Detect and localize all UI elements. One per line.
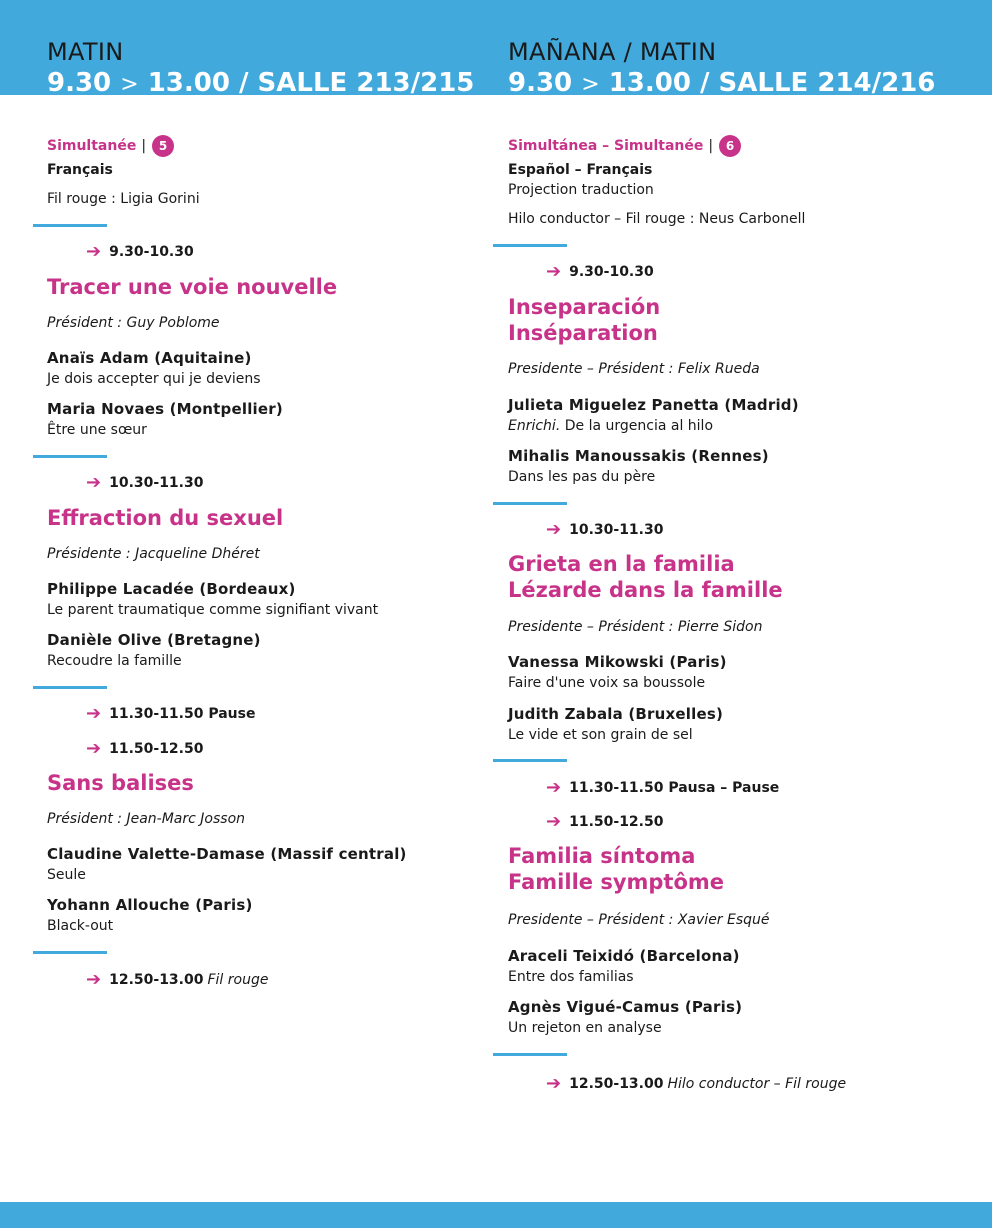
left-mode-label: Simultanée: [47, 138, 137, 154]
divider: [493, 759, 567, 762]
talk-title: Dans les pas du père: [508, 469, 656, 485]
talk-title: Black-out: [47, 918, 114, 934]
left-session-2-title: Effraction du sexuel: [47, 506, 284, 530]
right-session-3-title-fr: Famille symptôme: [508, 870, 725, 894]
left-header: [47, 37, 474, 101]
right-session-2-title-es: Grieta en la familia: [508, 552, 735, 576]
right-slot-3: ➔ 11.50-12.50: [546, 811, 664, 832]
left-slot-2: ➔ 10.30-11.30: [86, 472, 204, 493]
speaker-name: Mihalis Manoussakis (Rennes): [508, 447, 769, 465]
left-room-badge: 5: [152, 135, 174, 157]
arrow-right-icon: ➔: [546, 261, 562, 282]
left-header-time-room: 9.30 > 13.00 / SALLE 213/215: [47, 68, 475, 98]
speaker-name: Agnès Vigué-Camus (Paris): [508, 998, 743, 1016]
right-session-2-chair: Presidente – Président : Pierre Sidon: [508, 619, 763, 635]
speaker-name: Maria Novaes (Montpellier): [47, 400, 283, 418]
divider: [33, 455, 107, 458]
right-session-3-title-es: Familia síntoma: [508, 844, 696, 868]
left-slot-1: ➔ 9.30-10.30: [86, 241, 194, 262]
left-language: Français: [47, 162, 113, 178]
divider: [493, 1053, 567, 1056]
speaker-name: Danièle Olive (Bretagne): [47, 631, 261, 649]
talk-title: Un rejeton en analyse: [508, 1020, 662, 1036]
right-fil-rouge: Hilo conductor – Fil rouge : Neus Carbonell: [508, 211, 806, 227]
right-mode-line: [508, 135, 741, 157]
right-header: [508, 37, 935, 101]
left-slot-pause: ➔ 11.30-11.50 Pause: [86, 703, 256, 724]
speaker-name: Julieta Miguelez Panetta (Madrid): [508, 396, 799, 414]
talk-title: Recoudre la famille: [47, 653, 182, 669]
talk-title: Je dois accepter qui je deviens: [47, 371, 261, 387]
speaker-name: Judith Zabala (Bruxelles): [508, 705, 724, 723]
left-mode-line: [47, 135, 174, 157]
right-language: Español – Français: [508, 162, 653, 178]
left-session-1-chair: Président : Guy Poblome: [47, 315, 220, 331]
talk-title: Entre dos familias: [508, 969, 634, 985]
arrow-right-icon: ➔: [546, 811, 562, 832]
left-session-3-chair: Président : Jean-Marc Josson: [47, 811, 246, 827]
left-slot-closing: ➔ 12.50-13.00 Fil rouge: [86, 969, 269, 990]
arrow-right-icon: ➔: [546, 777, 562, 798]
speaker-name: Anaïs Adam (Aquitaine): [47, 349, 252, 367]
divider: [33, 224, 107, 227]
talk-title: Enrichi. De la urgencia al hilo: [508, 418, 714, 434]
divider: [33, 951, 107, 954]
divider: [33, 686, 107, 689]
right-slot-pause: ➔ 11.30-11.50 Pausa – Pause: [546, 777, 780, 798]
footer-band: [0, 1202, 992, 1228]
right-session-1-chair: Presidente – Président : Felix Rueda: [508, 361, 760, 377]
right-projection: Projection traduction: [508, 182, 654, 198]
left-header-period: MATIN: [47, 38, 124, 66]
talk-title: Le vide et son grain de sel: [508, 727, 693, 743]
right-session-1-title-es: Inseparación: [508, 295, 661, 319]
right-mode-label: Simultánea – Simultanée: [508, 138, 704, 154]
speaker-name: Philippe Lacadée (Bordeaux): [47, 580, 296, 598]
speaker-name: Vanessa Mikowski (Paris): [508, 653, 727, 671]
talk-title: Le parent traumatique comme signifiant vivant: [47, 602, 379, 618]
right-mode-separator: |: [708, 138, 714, 154]
right-header-time-room: 9.30 > 13.00 / SALLE 214/216: [508, 68, 936, 98]
talk-title: Être une sœur: [47, 422, 147, 438]
talk-title: Seule: [47, 867, 86, 883]
arrow-right-icon: ➔: [86, 738, 102, 759]
arrow-right-icon: ➔: [86, 472, 102, 493]
speaker-name: Claudine Valette-Damase (Massif central): [47, 845, 407, 863]
arrow-right-icon: ➔: [546, 1073, 562, 1094]
speaker-name: Araceli Teixidó (Barcelona): [508, 947, 740, 965]
talk-title: Faire d'une voix sa boussole: [508, 675, 706, 691]
left-session-1-title: Tracer une voie nouvelle: [47, 275, 338, 299]
arrow-right-icon: ➔: [546, 519, 562, 540]
divider: [493, 244, 567, 247]
left-fil-rouge: Fil rouge : Ligia Gorini: [47, 191, 200, 207]
right-slot-closing: ➔ 12.50-13.00 Hilo conductor – Fil rouge: [546, 1073, 847, 1094]
right-session-3-chair: Presidente – Président : Xavier Esqué: [508, 912, 770, 928]
left-session-2-chair: Présidente : Jacqueline Dhéret: [47, 546, 260, 562]
right-session-2-title-fr: Lézarde dans la famille: [508, 578, 783, 602]
arrow-right-icon: ➔: [86, 969, 102, 990]
right-slot-2: ➔ 10.30-11.30: [546, 519, 664, 540]
arrow-right-icon: ➔: [86, 703, 102, 724]
right-header-period: MAÑANA / MATIN: [508, 38, 717, 66]
left-session-3-title: Sans balises: [47, 771, 194, 795]
left-mode-separator: |: [141, 138, 147, 154]
arrow-right-icon: ➔: [86, 241, 102, 262]
left-slot-3: ➔ 11.50-12.50: [86, 738, 204, 759]
right-room-badge: 6: [719, 135, 741, 157]
right-slot-1: ➔ 9.30-10.30: [546, 261, 654, 282]
divider: [493, 502, 567, 505]
right-session-1-title-fr: Inséparation: [508, 321, 658, 345]
speaker-name: Yohann Allouche (Paris): [47, 896, 253, 914]
